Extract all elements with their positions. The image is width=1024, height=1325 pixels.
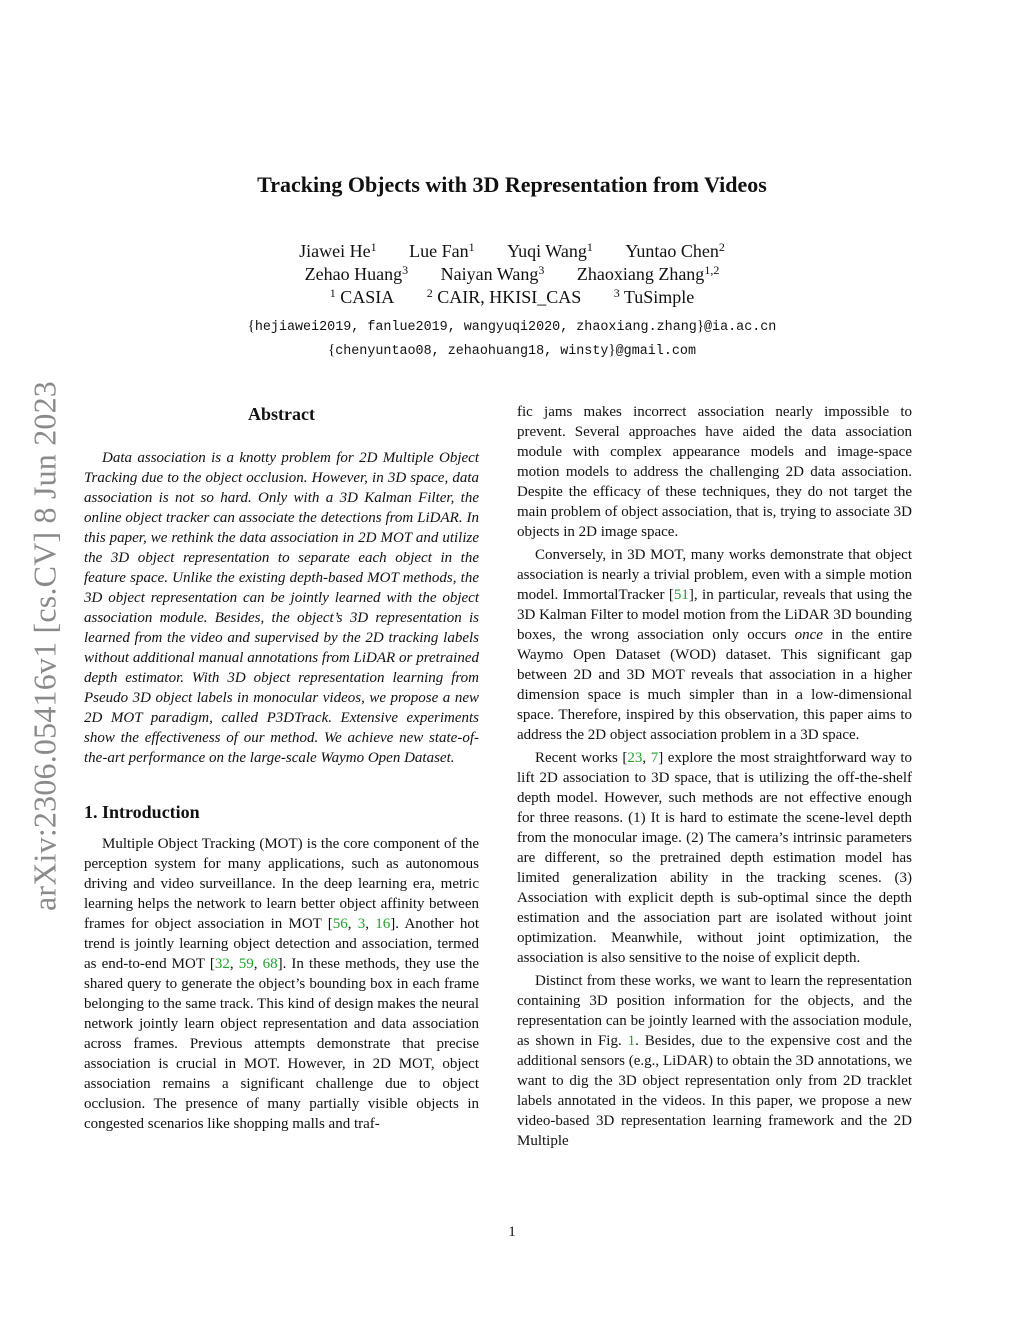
author: Naiyan Wang$^3$ — [440, 263, 545, 284]
intro-paragraph-1: Multiple Object Tracking (MOT) is the core component of the perception system for many applications, such as autonomous driving and video surveillance. In the deep learning era, metric learning helps the network to learn better object affinity between frames for object association in MOT [56, 3, 16]. Another hot trend is jointly learning object detection and association, termed as end-to-end MOT [32, 59, 68]. In these methods, they use the shared query to generate the object’s bounding box in each frame belonging to the same track. This kind of design makes the neural network jointly learn object representation and data association across frames. Previous attempts demonstrate that precise association is crucial in MOT. However, in 2D MOT, object association remains a significant challenge due to object occlusion. The presence of many partially visible objects in congested scenarios like shopping malls and traf- — [84, 836, 480, 1132]
affiliation: $^3$ TuSimple — [613, 286, 695, 307]
citation-link[interactable]: 56 — [332, 916, 348, 932]
right-column — [517, 402, 912, 1154]
citation-link[interactable]: 51 — [673, 587, 689, 603]
arxiv-sidebar-stamp — [22, 360, 68, 932]
author: Zhaoxiang Zhang$^{1,2}$ — [576, 263, 720, 284]
citation-link[interactable]: 16 — [375, 916, 391, 932]
intro-paragraph-4: Distinct from these works, we want to learn the representation containing 3D position information for the objects, and the representation can be jointly learned with the association module, as shown in Fig. 1. Besides, due to the expensive cost and the additional sensors (e.g., LiDAR) to obtain the 3D annotations, we want to dig the 3D object representation only from 2D tracklet labels annotated in the videos. In this paper, we propose a new video-based 3D representation learning framework and the 2D Multiple — [517, 973, 913, 1149]
affiliation: $^2$ CAIR, HKISI_CAS — [426, 286, 582, 307]
introduction-heading: 1. Introduction — [84, 802, 200, 822]
author-row-1 — [0, 240, 1024, 263]
paper-title: Tracking Objects with 3D Representation from Videos — [257, 172, 767, 197]
author: Yuqi Wang$^1$ — [507, 240, 593, 261]
author: Jiawei He$^1$ — [299, 240, 377, 261]
intro-paragraph-2: Conversely, in 3D MOT, many works demonstrate that object association is nearly a trivial problem, even with a simple motion model. ImmortalTracker [51], in particular, reveals that using the 3D Kalman Filter to model motion from the LiDAR 3D bounding boxes, the wrong association only occurs once in the entire Waymo Open Dataset (WOD) dataset. This significant gap between 2D and 3D MOT reveals that association in a higher dimension space is much simpler than in a low-dimensional space. Therefore, inspired by this observation, this paper aims to address the 2D object association problem in a 3D space. — [517, 547, 913, 743]
citation-link[interactable]: 3 — [357, 916, 366, 932]
email-line-1: {hejiawei2019, fanlue2019, wangyuqi2020, zhaoxiang.zhang}@ia.ac.cn — [247, 318, 777, 335]
page-number: 1 — [508, 1224, 516, 1240]
author: Yuntao Chen$^2$ — [625, 240, 725, 261]
citation-link[interactable]: 23 — [627, 750, 643, 766]
figure-reference-link[interactable]: 1 — [627, 1033, 636, 1049]
intro-paragraph-1-continued: fic jams makes incorrect association nearly impossible to prevent. Several approaches have aided the data association module with complex appearance models and image-space motion models to address the challenging 2D data association. Despite the efficacy of these techniques, they do not target the main problem of object association, that is, trying to associate 3D objects in 2D image space. — [517, 404, 912, 540]
citation-link[interactable]: 68 — [262, 956, 278, 972]
left-column — [84, 402, 479, 1137]
affiliation: $^1$ CASIA — [329, 286, 395, 307]
arxiv-identifier: arXiv:2306.05416v1 [cs.CV] 8 Jun 2023 — [26, 380, 63, 912]
intro-paragraph-3: Recent works [23, 7] explore the most straightforward way to lift 2D association to 3D space, that is utilizing the off-the-shelf depth model. However, such methods are not effective enough for three reasons. (1) It is hard to estimate the scene-level depth from the monocular image. (2) The camera’s intrinsic parameters are different, so the pretrained depth estimation model has limited generalization ability in the tracking scenes. (3) Association with explicit depth is sub-optimal since the depth estimation and the association part are isolated without joint optimization. Meanwhile, without joint optimization, the association is also sensitive to the noise of explicit depth. — [517, 750, 913, 966]
affiliation-row — [0, 286, 1024, 309]
author: Lue Fan$^1$ — [409, 240, 475, 261]
author: Zehao Huang$^3$ — [304, 263, 409, 284]
abstract-heading: Abstract — [248, 404, 315, 424]
citation-link[interactable]: 32 — [214, 956, 230, 972]
abstract-text: Data association is a knotty problem for 2D Multiple Object Tracking due to the object occlusion. However, in 3D space, data association is not so hard. Only with a 3D Kalman Filter, the online object tracker can associate the detections from LiDAR. In this paper, we rethink the data association in 2D MOT and utilize the 3D object representation to separate each object in the feature space. Unlike the existing depth-based MOT methods, the 3D object representation can be jointly learned with the object association module. Besides, the object’s 3D representation is learned from the video and supervised by the 2D tracking labels without additional manual annotations from LiDAR or pretrained depth estimator. With 3D object representation learning from Pseudo 3D object labels in monocular videos, we propose a new 2D MOT paradigm, called P3DTrack. Extensive experiments show the effectiveness of our method. We achieve new state-of-the-art performance on the large-scale Waymo Open Dataset. — [84, 450, 479, 766]
email-line-2: {chenyuntao08, zehaohuang18, winsty}@gmail.com — [328, 342, 696, 359]
email-block — [0, 315, 1024, 363]
author-row-2 — [0, 263, 1024, 286]
citation-link[interactable]: 59 — [238, 956, 254, 972]
citation-link[interactable]: 7 — [650, 750, 659, 766]
author-block — [0, 240, 1024, 309]
